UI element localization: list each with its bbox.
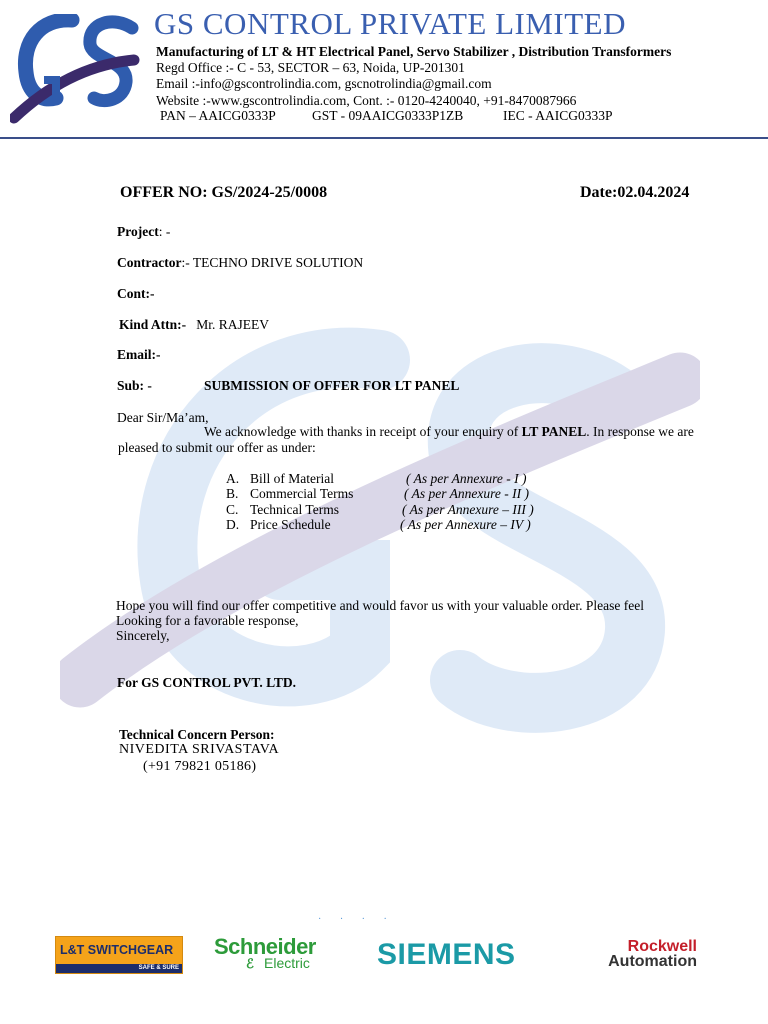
pan-number: PAN – AAICG0333P	[160, 108, 276, 123]
annexure-title: Technical Terms	[250, 502, 339, 517]
cont-field	[117, 286, 155, 302]
email-label: Email:-	[117, 347, 161, 362]
annexure-item	[226, 486, 529, 502]
kind-attn-label: Kind Attn:-	[119, 317, 187, 332]
contractor-value: :- TECHNO DRIVE SOLUTION	[181, 255, 364, 270]
header-divider	[0, 137, 768, 139]
contact-title: Technical Concern Person:	[119, 727, 275, 742]
annexure-reference: ( As per Annexure – III )	[402, 502, 534, 517]
lt-logo-text: L&T SWITCHGEAR	[60, 943, 174, 957]
kind-attn-field	[119, 317, 269, 333]
annexure-reference: ( As per Annexure - II )	[404, 486, 529, 501]
siemens-logo: SIEMENS	[377, 938, 516, 971]
body-text-start: We acknowledge with thanks in receipt of your enquiry of	[204, 424, 522, 439]
annexure-item	[226, 502, 534, 518]
contractor-field	[117, 255, 363, 271]
schneider-text: Schneider	[214, 934, 316, 959]
annexure-item	[226, 471, 527, 487]
offer-date: Date:02.04.2024	[580, 184, 690, 201]
annexure-letter: D.	[226, 517, 240, 532]
rockwell-text: Rockwell	[627, 938, 697, 955]
company-name: GS CONTROL PRIVATE LIMITED	[154, 6, 626, 41]
kind-attn-value: Mr. RAJEEV	[196, 317, 270, 332]
annexure-reference: ( As per Annexure – IV )	[400, 517, 531, 532]
body-text-end: . In response we are pleased to submit our offer as under:	[118, 424, 694, 455]
annexure-letter: C.	[226, 502, 239, 517]
annexure-title: Bill of Material	[250, 471, 334, 486]
annexure-letter: B.	[226, 486, 239, 501]
lt-switchgear-logo	[55, 936, 183, 974]
annexure-title: Commercial Terms	[250, 486, 354, 501]
lt-logo-subtext: SAFE & SURE	[138, 965, 179, 971]
contact-phone: (+91 79821 05186)	[143, 759, 257, 774]
annexure-title: Price Schedule	[250, 517, 331, 532]
annexure-reference: ( As per Annexure - I )	[406, 471, 527, 486]
salutation: Dear Sir/Ma’am,	[117, 410, 209, 425]
contractor-label: Contractor	[117, 255, 182, 270]
subject-value: SUBMISSION OF OFFER FOR LT PANEL	[204, 378, 460, 393]
rockwell-automation-logo	[580, 938, 700, 973]
schneider-electric-logo	[214, 934, 344, 974]
electric-text: Electric	[264, 955, 310, 971]
closing-line: Looking for a favorable response,	[116, 613, 299, 628]
company-website: Website :-www.gscontrolindia.com, Cont. :- 0120-4240040, +91-8470087966	[156, 93, 577, 108]
closing-line: Hope you will find our offer competitive and would favor us with your valuable order. Please feel	[116, 598, 644, 613]
body-paragraph	[118, 424, 730, 456]
body-text-bold: LT PANEL	[521, 424, 587, 439]
gs-logo	[10, 14, 142, 126]
gst-number: GST - 09AAICG0333P1ZB	[312, 108, 464, 123]
company-tagline: Manufacturing of LT & HT Electrical Panel, Servo Stabilizer , Distribution Transformers	[156, 44, 672, 59]
contact-name: NIVEDITA SRIVASTAVA	[119, 742, 280, 757]
project-label: Project	[117, 224, 159, 239]
project-value: : -	[158, 224, 171, 239]
annexure-item	[226, 517, 531, 533]
iec-number: IEC - AAICG0333P	[503, 108, 613, 123]
footer-dots: · · · ·	[318, 914, 395, 925]
cont-label: Cont:-	[117, 286, 155, 301]
subject-field	[117, 378, 152, 394]
annexure-letter: A.	[226, 471, 240, 486]
project-field	[117, 224, 170, 240]
for-company: For GS CONTROL PVT. LTD.	[117, 675, 297, 690]
offer-number: OFFER NO: GS/2024-25/0008	[120, 184, 328, 201]
company-email: Email :-info@gscontrolindia.com, gscnotrolindia@gmail.com	[156, 76, 492, 91]
subject-label: Sub: -	[117, 378, 152, 393]
email-field	[117, 347, 161, 363]
schneider-leaf-icon: ℰ	[246, 956, 254, 971]
automation-text: Automation	[608, 953, 697, 970]
regd-office: Regd Office :- C - 53, SECTOR – 63, Noida, UP-201301	[156, 60, 465, 75]
closing-signoff: Sincerely,	[116, 628, 170, 643]
